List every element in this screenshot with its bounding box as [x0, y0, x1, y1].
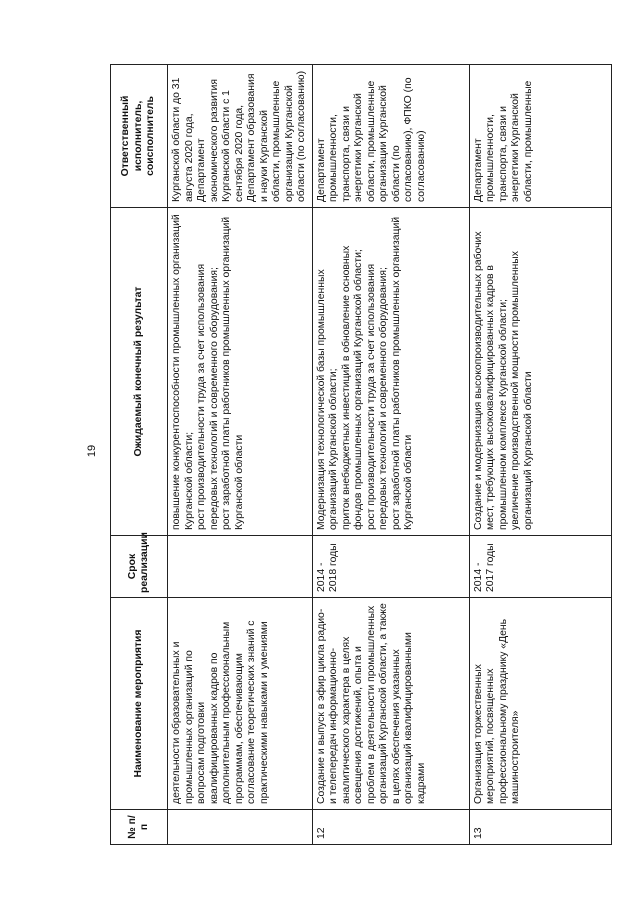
table-row	[168, 65, 313, 845]
row-term: 2014 - 2018 годы	[312, 536, 469, 598]
result-line: рост производительности труда за счет использования передовых технологий и современного оборудования;	[365, 263, 389, 530]
row-term	[168, 536, 313, 598]
row-name: Создание и выпуск в эфир цикла радио- и телепередач информационно-аналитического характера в целях освещения достижений, опыта и проблем в деятельности промышленных организаций Курганской области, а также в целях обеспечения указанных организаций квалифицированными кадрами	[312, 598, 469, 810]
table-row	[312, 65, 469, 845]
header-responsible: Ответственный исполнитель, соисполнитель	[111, 65, 168, 208]
page-number: 19	[86, 444, 98, 458]
row-result	[312, 208, 469, 536]
row-num: 12	[312, 810, 469, 845]
result-line: Создание и модернизация высокопроизводительных рабочих мест, требующих высококвалифицированных кадров в промышленном комплексе Курганской области;	[472, 231, 509, 530]
result-line: рост заработной платы работников промышленных организаций Курганской области	[221, 216, 245, 530]
result-line: увеличение производственной мощности промышленных организаций Курганской области	[510, 251, 534, 530]
row-term: 2014 - 2017 годы	[469, 536, 611, 598]
row-result	[168, 208, 313, 536]
result-line: рост заработной платы работников промышленных организаций Курганской области	[390, 216, 414, 530]
row-name: деятельности образовательных и промышленных организаций по вопросам подготовки квалифицированных кадров по дополнительным профессиональным программам, обеспечивающим согласование теоретических знаний с практическими навыками и умениями	[168, 598, 313, 810]
row-responsible: Департамент промышленности, транспорта, связи и энергетики Курганской области, промышленные	[469, 65, 611, 208]
rotated-table-container	[110, 65, 585, 845]
row-num	[168, 810, 313, 845]
result-line: Модернизация технологической базы промышленных организаций Курганской области;	[315, 269, 339, 530]
row-num: 13	[469, 810, 611, 845]
row-result	[469, 208, 611, 536]
header-result: Ожидаемый конечный результат	[111, 208, 168, 536]
row-responsible: Курганской области до 31 августа 2020 года, Департамент экономического развития Курганской области с 1 сентября 2020 года, Департамент образования и науки Курганской области, промышленные организации Курганской области (по согласованию)	[168, 65, 313, 208]
header-name: Наименование мероприятия	[111, 598, 168, 810]
table-header-row	[111, 65, 168, 845]
result-line: приток внебюджетных инвестиций в обновление основных фондов промышленных организаций Курганской области;	[340, 245, 364, 530]
row-responsible: Департамент промышленности, транспорта, связи и энергетики Курганской области, промышленные организации Курганской области (по согласованию), ФПКО (по согласованию)	[312, 65, 469, 208]
header-term: Срок реализации	[111, 536, 168, 598]
header-num: № п/п	[111, 810, 168, 845]
activities-table	[110, 64, 612, 845]
row-name: Организация торжественных мероприятий, посвященных профессиональному празднику «День машиностроителя»	[469, 598, 611, 810]
result-line: повышение конкурентоспособности промышленных организаций Курганской области;	[171, 214, 195, 530]
table-row	[469, 65, 611, 845]
result-line: рост производительности труда за счет использования передовых технологий и современного оборудования;	[196, 263, 220, 530]
